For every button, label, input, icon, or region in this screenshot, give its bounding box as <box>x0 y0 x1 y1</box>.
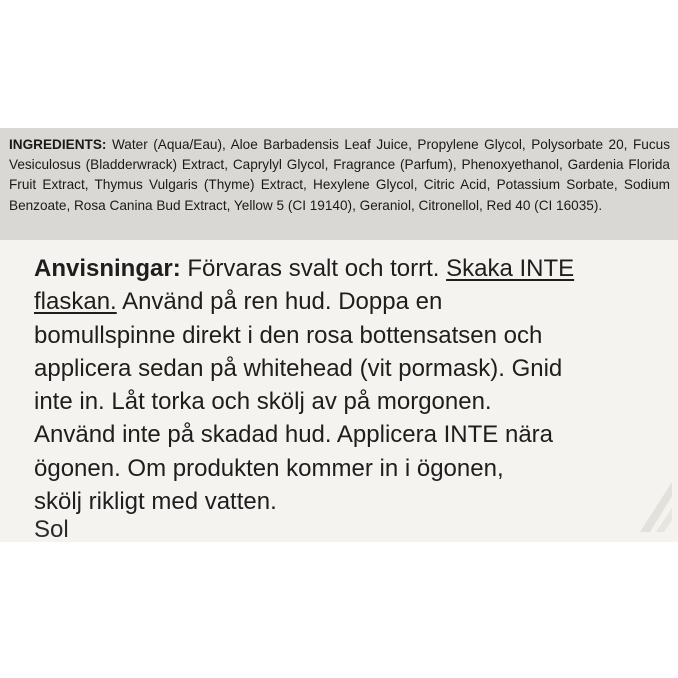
directions-line-1 <box>34 252 654 285</box>
directions-line-2-text: Använd på ren hud. Doppa en <box>116 288 443 316</box>
cut-off-text-bottom <box>34 516 104 543</box>
directions-line-7: ögonen. Om produkten kommer in i ögonen, <box>34 454 504 482</box>
directions-storage-text: Förvaras svalt och torrt. <box>180 255 447 282</box>
directions-label: Anvisningar: <box>34 255 181 282</box>
directions-block <box>34 252 654 518</box>
ingredients-text: Water (Aqua/Eau), Aloe Barbadensis Leaf Juice, Propylene Glycol, Polysorbate 20, Fucus Vesiculosus (Bladderwrack) Extract, Caprylyl Glycol, Fragrance (Parfum), Phenoxyethanol, Gardenia Florida Fruit Extract, Thymus Vulgaris (Thyme) Extract, Hexylene Glycol, Citric Acid, Potassium Sorbate, Sodium Benzoate, Rosa Canina Bud Extract, Yellow 5 (CI 19140), Geraniol, Citronellol, Red 40 (CI 16035). <box>9 137 670 213</box>
directions-line-8: skölj rikligt med vatten. <box>34 488 277 516</box>
directions-line-3: bomullspinne direkt i den rosa bottensatsen och <box>34 321 543 349</box>
product-label <box>0 128 678 542</box>
directions-line-5: inte in. Låt torka och skölj av på morgonen. <box>34 388 492 416</box>
shake-warning-part1: Skaka INTE <box>446 255 575 282</box>
ingredients-panel <box>0 128 678 240</box>
directions-line-4: applicera sedan på whitehead (vit pormask). Gnid <box>34 354 563 382</box>
ingredients-label: INGREDIENTS: <box>9 137 107 152</box>
directions-line-6: Använd inte på skadad hud. Applicera INTE nära <box>34 421 553 449</box>
directions-line-2 <box>34 285 654 318</box>
shake-warning-part2: flaskan. <box>34 288 117 316</box>
cut-off-text: Sol <box>34 516 69 543</box>
